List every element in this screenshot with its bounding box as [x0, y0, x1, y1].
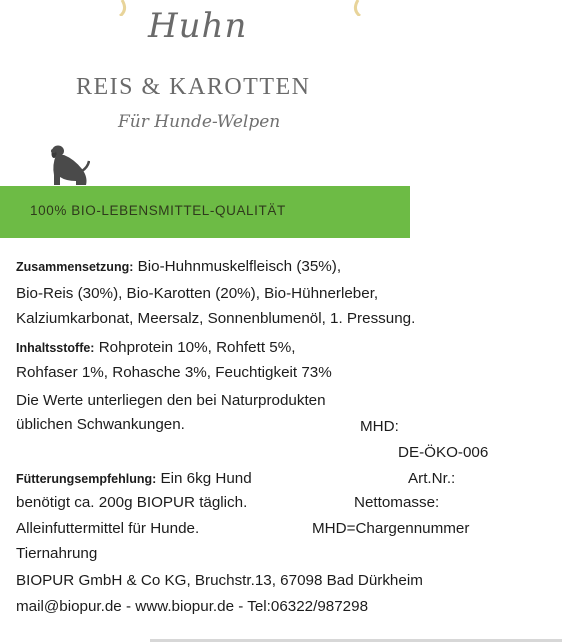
brand-name: Huhn	[148, 6, 248, 46]
composition-line-3: Kalziumkarbonat, Meersalz, Sonnenblumenöl, 1. Pressung.	[16, 310, 416, 327]
article-number-label: Art.Nr.:	[408, 470, 456, 487]
ingredients-text-1: Rohprotein 10%, Rohfett 5%,	[98, 339, 296, 356]
ingredients-line-1	[16, 338, 295, 358]
feeding-text-1: Ein 6kg Hund	[160, 470, 252, 487]
ingredients-label: Inhaltsstoffe:	[16, 341, 95, 355]
feeding-line-1	[16, 469, 252, 489]
product-line-title: REIS & KAROTTEN	[76, 74, 311, 100]
ingredients-line-2: Rohfaser 1%, Rohasche 3%, Feuchtigkeit 73%	[16, 364, 332, 381]
company-contact: mail@biopur.de - www.biopur.de - Tel:06322/987298	[16, 598, 369, 615]
feeding-label: Fütterungsempfehlung:	[16, 472, 157, 486]
bottom-divider	[150, 639, 562, 642]
feeding-line-2: benötigt ca. 200g BIOPUR täglich.	[16, 494, 248, 511]
feeding-line-3: Alleinfuttermittel für Hunde.	[16, 520, 200, 537]
company-address: BIOPUR GmbH & Co KG, Bruchstr.13, 67098 Bad Dürkheim	[16, 572, 423, 589]
batch-number-label: MHD=Chargennummer	[312, 520, 470, 537]
composition-text-1: Bio-Huhnmuskelfleisch (35%),	[137, 258, 342, 275]
composition-line-1	[16, 257, 341, 277]
product-target-subtitle: Für Hunde-Welpen	[118, 112, 281, 132]
net-weight-label: Nettomasse:	[354, 494, 440, 511]
composition-label: Zusammensetzung:	[16, 260, 134, 274]
disclaimer-line-2: üblichen Schwankungen.	[16, 416, 185, 433]
mhd-label: MHD:	[360, 418, 399, 435]
eco-code: DE-ÖKO-006	[398, 444, 489, 461]
composition-line-2: Bio-Reis (30%), Bio-Karotten (20%), Bio-Hühnerleber,	[16, 285, 379, 302]
feeding-line-4: Tiernahrung	[16, 545, 98, 562]
quality-banner-text: 100% BIO-LEBENSMITTEL-QUALITÄT	[30, 203, 286, 218]
disclaimer-line-1: Die Werte unterliegen den bei Naturprodukten	[16, 392, 326, 409]
sitting-dog-icon	[46, 143, 90, 187]
